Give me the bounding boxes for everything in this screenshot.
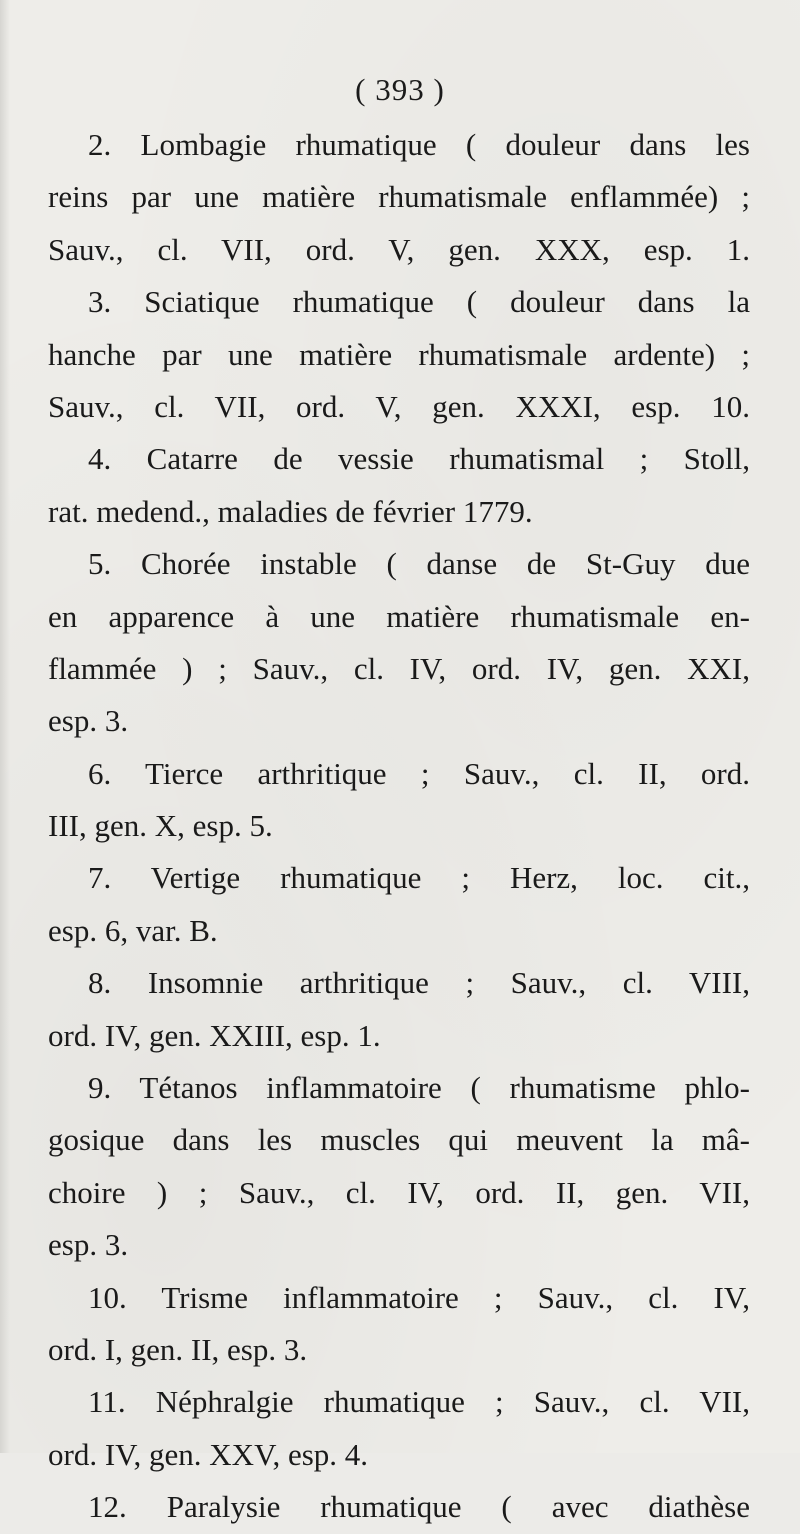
text-line: hanche par une matière rhumatismale ardente) ; bbox=[48, 336, 750, 372]
text-line: 7. Vertige rhumatique ; Herz, loc. cit., bbox=[88, 860, 750, 896]
text-line: III, gen. X, esp. 5. bbox=[48, 808, 273, 844]
text-line: 10. Trisme inflammatoire ; Sauv., cl. IV, bbox=[88, 1279, 750, 1315]
text-line: esp. 6, var. B. bbox=[48, 912, 218, 948]
text-line: choire ) ; Sauv., cl. IV, ord. II, gen. VII, bbox=[48, 1174, 750, 1210]
text-line: ord. IV, gen. XXV, esp. 4. bbox=[48, 1436, 369, 1472]
text-line: 2. Lombagie rhumatique ( douleur dans les bbox=[88, 127, 750, 162]
text-line: flammée ) ; Sauv., cl. IV, ord. IV, gen. XXI, bbox=[48, 650, 750, 686]
text-line: 8. Insomnie arthritique ; Sauv., cl. VIII, bbox=[88, 965, 750, 1001]
text-line: Sauv., cl. VII, ord. V, gen. XXX, esp. 1. bbox=[48, 231, 750, 267]
text-body bbox=[48, 119, 750, 1534]
text-line: 4. Catarre de vessie rhumatismal ; Stoll, bbox=[88, 441, 750, 477]
page-gutter-shadow bbox=[0, 0, 10, 1453]
page-number: ( 393 ) bbox=[355, 72, 445, 107]
text-line: 11. Néphralgie rhumatique ; Sauv., cl. VII, bbox=[88, 1384, 750, 1420]
text-line: esp. 3. bbox=[48, 1227, 129, 1263]
text-line: rat. medend., maladies de février 1779. bbox=[48, 493, 533, 529]
text-line: esp. 3. bbox=[48, 703, 129, 739]
text-line: ord. I, gen. II, esp. 3. bbox=[48, 1331, 308, 1367]
text-line: 5. Chorée instable ( danse de St-Guy due bbox=[88, 546, 750, 582]
text-line: Sauv., cl. VII, ord. V, gen. XXXI, esp. 10. bbox=[48, 388, 750, 424]
text-line: en apparence à une matière rhumatismale en- bbox=[48, 598, 750, 634]
text-line: 12. Paralysie rhumatique ( avec diathèse bbox=[88, 1489, 750, 1525]
text-line: reins par une matière rhumatismale enflammée) ; bbox=[48, 179, 750, 215]
text-line: 3. Sciatique rhumatique ( douleur dans la bbox=[88, 284, 750, 320]
text-line: 6. Tierce arthritique ; Sauv., cl. II, ord. bbox=[88, 755, 750, 791]
text-line: gosique dans les muscles qui meuvent la mâ- bbox=[48, 1122, 750, 1158]
text-line: 9. Tétanos inflammatoire ( rhumatisme phlo- bbox=[88, 1070, 750, 1106]
text-line: ord. IV, gen. XXIII, esp. 1. bbox=[48, 1017, 381, 1053]
